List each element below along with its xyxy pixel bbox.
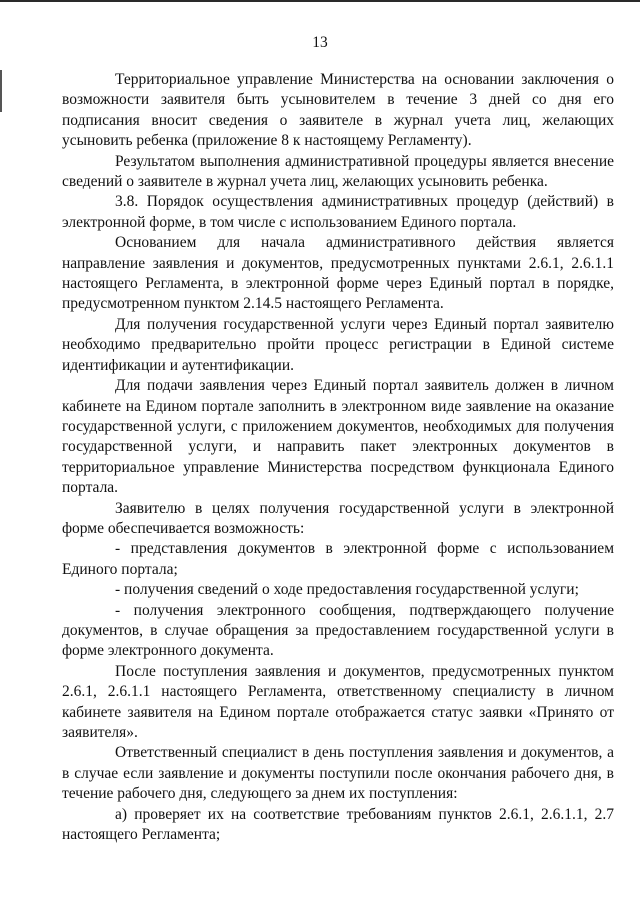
list-item: а) проверяет их на соответствие требованиям пунктов 2.6.1, 2.6.1.1, 2.7 настоящего Регламента; — [62, 805, 614, 844]
paragraph: Территориальное управление Министерства на основании заключения о возможности заявителя быть усыновителем в течение 3 дней со дня его подписания вносит сведения о заявителе в журнал учета лиц, желающих усыновить ребенка (приложение 8 к настоящему Регламенту). — [62, 71, 614, 150]
paragraph: Результатом выполнения административной процедуры является внесение сведений о заявителе в журнал учета лиц, желающих усыновить ребенка. — [62, 152, 614, 191]
left-margin-mark — [0, 70, 2, 112]
paragraph: Основанием для начала административного действия является направление заявления и документов, предусмотренных пунктами 2.6.1, 2.6.1.1 настоящего Регламента, в электронной форме через Единый портал в порядке, предусмотренном пунктом 2.14.5 настоящего Регламента. — [62, 234, 614, 313]
section-heading: 3.8. Порядок осуществления административных процедур (действий) в электронной форме, в том числе с использованием Единого портала. — [62, 193, 614, 231]
paragraph: Для подачи заявления через Единый портал заявитель должен в личном кабинете на Едином портале заполнить в электронном виде заявление на оказание государственной услуги, с приложением документов, необходимых для получения государственной услуги, и направить пакет электронных документов в территориальное управление Министерства посредством функционала Единого портала. — [62, 377, 614, 497]
top-page-border — [0, 0, 640, 2]
page-number: 13 — [312, 34, 328, 51]
paragraph: Ответственный специалист в день поступления заявления и документов, а в случае если заявление и документы поступили после окончания рабочего дня, в течение рабочего дня, следующего за днем их поступления: — [62, 744, 614, 803]
list-item: - получения электронного сообщения, подтверждающего получение документов, в случае обращения за предоставлением государственной услуги в форме электронного документа. — [62, 601, 614, 660]
list-item: - получения сведений о ходе предоставления государственной услуги; — [115, 581, 579, 599]
paragraph: Заявителю в целях получения государственной услуги в электронной форме обеспечивается возможность: — [62, 499, 614, 537]
paragraph: После поступления заявления и документов, предусмотренных пунктом 2.6.1, 2.6.1.1 настоящего Регламента, ответственному специалисту в личном кабинете заявителя на Едином портале отображается статус заявки «Принято от заявителя». — [62, 662, 614, 741]
list-item: - представления документов в электронной форме с использованием Единого портала; — [62, 540, 614, 578]
document-body — [62, 70, 614, 845]
paragraph: Для получения государственной услуги через Единый портал заявителю необходимо предварительно пройти процесс регистрации в Единой системе идентификации и аутентификации. — [62, 315, 614, 374]
